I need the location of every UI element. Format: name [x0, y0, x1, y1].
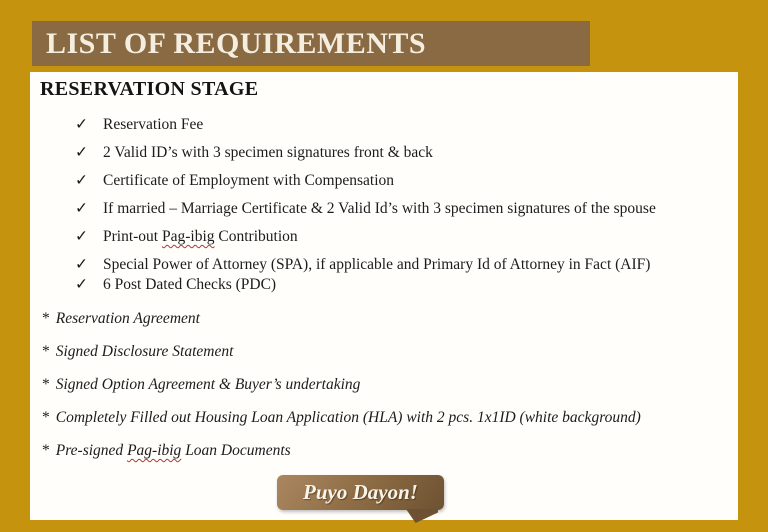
speech-bubble-banner — [277, 475, 444, 510]
list-item-text — [103, 227, 298, 247]
asterisk-marker: * — [42, 409, 50, 426]
misspelled-word: Pag-ibig — [162, 228, 215, 245]
asterisk-marker: * — [42, 376, 50, 393]
list-item-text: Special Power of Attorney (SPA), if applicable and Primary Id of Attorney in Fact (AIF) — [103, 256, 651, 273]
title-bar — [32, 21, 590, 66]
misspelled-word: Pag-ibig — [127, 442, 182, 459]
starred-note — [42, 309, 728, 329]
asterisk-marker: * — [42, 310, 50, 327]
starred-note — [42, 342, 728, 362]
page-title: LIST OF REQUIREMENTS — [46, 26, 427, 60]
starred-note-text: Signed Option Agreement & Buyer’s undertaking — [55, 376, 361, 393]
starred-note-text: Signed Disclosure Statement — [55, 343, 234, 360]
list-item — [75, 227, 728, 247]
list-item-text-suffix: Contribution — [214, 228, 298, 245]
starred-note-text-prefix: Pre-signed — [55, 442, 128, 459]
list-item-text: Certificate of Employment with Compensation — [103, 172, 394, 189]
list-item-text-prefix: Print-out — [103, 228, 162, 245]
check-icon: ✓ — [75, 256, 88, 273]
list-item-text: Reservation Fee — [103, 116, 204, 133]
asterisk-marker: * — [42, 343, 50, 360]
starred-note-text: Reservation Agreement — [55, 310, 200, 327]
list-item — [75, 255, 728, 275]
list-item-text: 6 Post Dated Checks (PDC) — [103, 276, 277, 293]
list-item-text: 2 Valid ID’s with 3 specimen signatures front & back — [103, 144, 433, 161]
check-icon: ✓ — [75, 200, 88, 217]
check-icon: ✓ — [75, 172, 88, 189]
requirements-checklist — [40, 115, 728, 295]
check-icon: ✓ — [75, 228, 88, 245]
starred-note-text-suffix: Loan Documents — [181, 442, 291, 459]
list-item — [75, 143, 728, 163]
list-item — [75, 171, 728, 191]
check-icon: ✓ — [75, 276, 88, 293]
starred-note — [42, 375, 728, 395]
starred-note-text: Completely Filled out Housing Loan Application (HLA) with 2 pcs. 1x1ID (white background) — [55, 409, 641, 426]
check-icon: ✓ — [75, 144, 88, 161]
list-item — [75, 199, 728, 219]
section-heading: RESERVATION STAGE — [40, 78, 259, 100]
content-panel — [30, 72, 738, 520]
starred-notes-list — [42, 309, 728, 461]
starred-note-text — [56, 442, 291, 459]
list-item-text: If married – Marriage Certificate & 2 Valid Id’s with 3 specimen signatures of the spouse — [103, 200, 656, 217]
list-item — [75, 275, 728, 295]
starred-note — [42, 441, 728, 461]
starred-note — [42, 408, 728, 428]
list-item — [75, 115, 728, 135]
asterisk-marker: * — [42, 442, 50, 459]
check-icon: ✓ — [75, 116, 88, 133]
banner-text: Puyo Dayon! — [303, 480, 418, 504]
